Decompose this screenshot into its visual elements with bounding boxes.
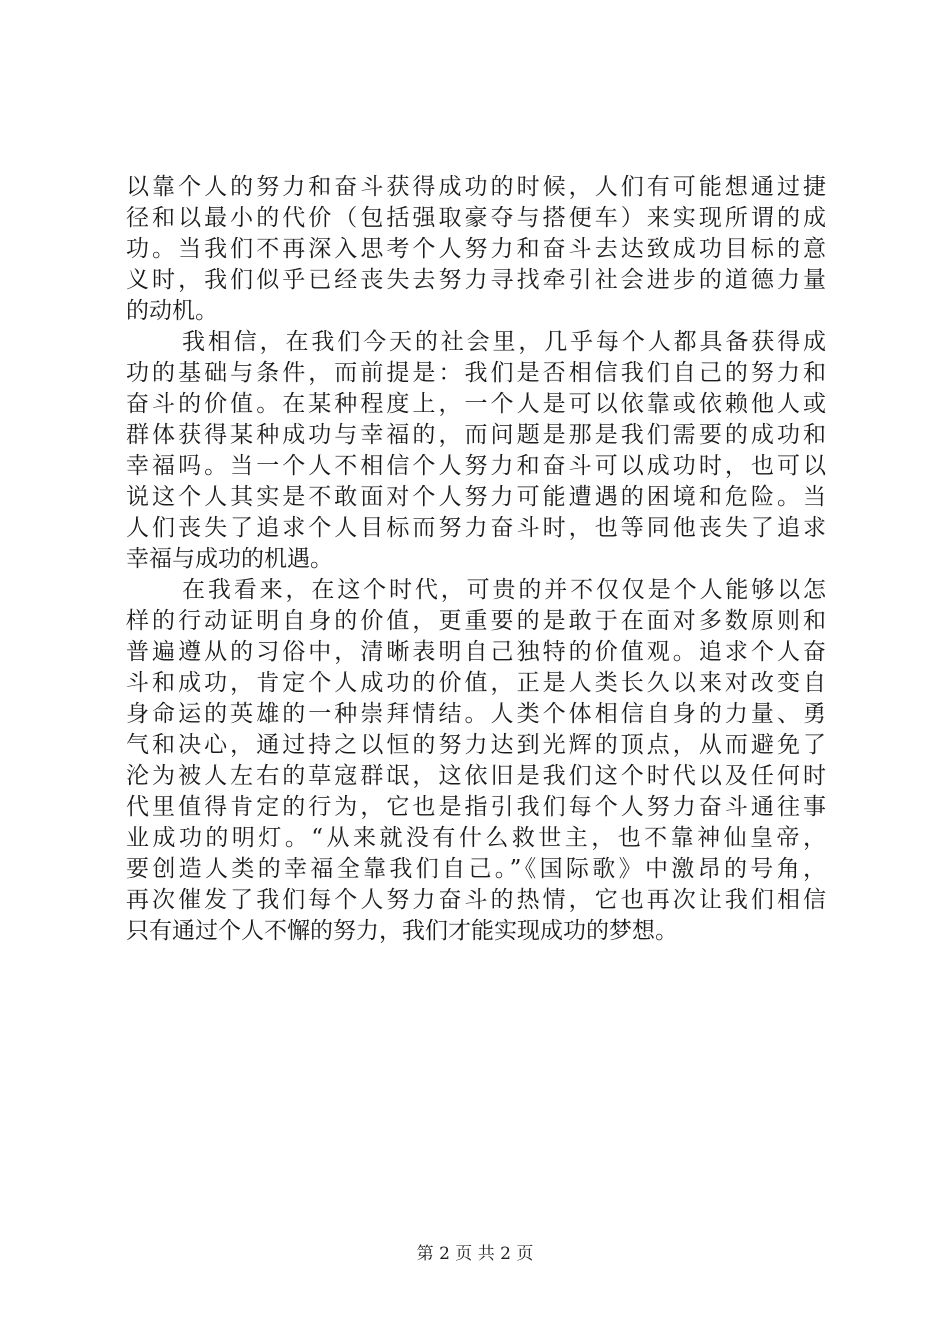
text-line: 说这个人其实是不敢面对个人努力可能遭遇的困境和危险。当 xyxy=(126,484,826,510)
text-line: 斗和成功，肯定个人成功的价值，正是人类长久以来对改变自 xyxy=(126,670,826,696)
text-line: 奋斗的价值。在某种程度上，一个人是可以依靠或依赖他人或 xyxy=(126,391,826,417)
document-body xyxy=(126,172,826,947)
text-line: 以靠个人的努力和奋斗获得成功的时候，人们有可能想通过捷 xyxy=(126,174,826,200)
text-line: 代里值得肯定的行为，它也是指引我们每个人努力奋斗通往事 xyxy=(126,794,826,820)
text-line: 幸福吗。当一个人不相信个人努力和奋斗可以成功时，也可以 xyxy=(126,453,826,479)
text-line: 气和决心，通过持之以恒的努力达到光辉的顶点，从而避免了 xyxy=(126,732,826,758)
text-line: 只有通过个人不懈的努力，我们才能实现成功的梦想。 xyxy=(126,918,678,944)
text-line: 人们丧失了追求个人目标而努力奋斗时，也等同他丧失了追求 xyxy=(126,515,826,541)
text-line: 要创造人类的幸福全靠我们自己。”《国际歌》中激昂的号角， xyxy=(126,856,826,882)
text-line: 样的行动证明自身的价值，更重要的是敢于在面对多数原则和 xyxy=(126,608,826,634)
text-line: 义时，我们似乎已经丧失去努力寻找牵引社会进步的道德力量 xyxy=(126,267,826,293)
text-line: 沦为被人左右的草寇群氓，这依旧是我们这个时代以及任何时 xyxy=(126,763,826,789)
text-line: 径和以最小的代价（包括强取豪夺与搭便车）来实现所谓的成 xyxy=(126,205,826,231)
text-line: 群体获得某种成功与幸福的，而问题是那是我们需要的成功和 xyxy=(126,422,826,448)
text-line: 功。当我们不再深入思考个人努力和奋斗去达致成功目标的意 xyxy=(126,236,826,262)
text-line: 功的基础与条件，而前提是：我们是否相信我们自己的努力和 xyxy=(126,360,826,386)
text-line: 再次催发了我们每个人努力奋斗的热情，它也再次让我们相信 xyxy=(126,887,826,913)
text-line: 身命运的英雄的一种崇拜情结。人类个体相信自身的力量、勇 xyxy=(126,701,826,727)
page-footer: 第 2 页 共 2 页 xyxy=(416,1244,534,1264)
text-line: 在我看来，在这个时代，可贵的并不仅仅是个人能够以怎 xyxy=(182,577,826,603)
text-line: 普遍遵从的习俗中，清晰表明自己独特的价值观。追求个人奋 xyxy=(126,639,826,665)
text-line: 我相信，在我们今天的社会里，几乎每个人都具备获得成 xyxy=(182,329,826,355)
text-line: 业成功的明灯。“从来就没有什么救世主，也不靠神仙皇帝， xyxy=(126,825,826,851)
text-line: 的动机。 xyxy=(126,298,218,324)
text-line: 幸福与成功的机遇。 xyxy=(126,546,333,572)
